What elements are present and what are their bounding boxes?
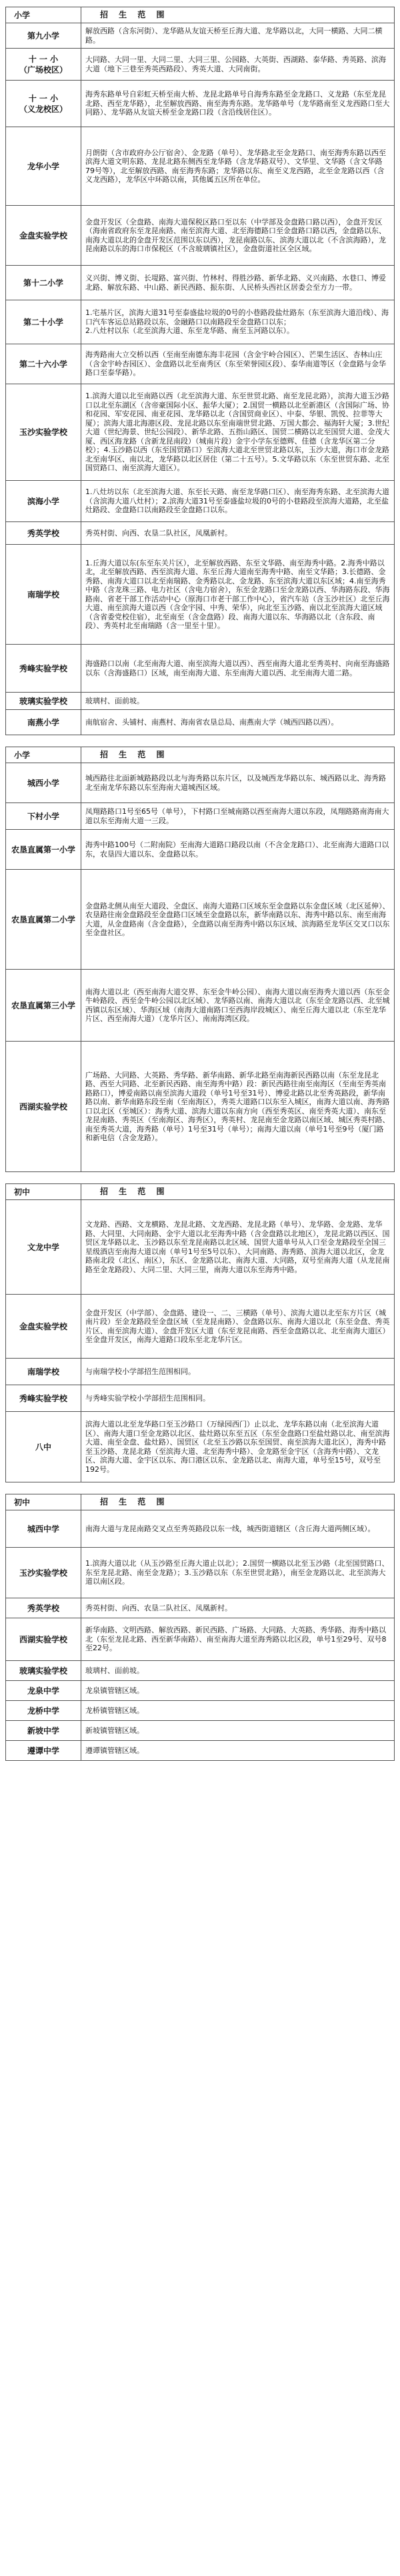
table-row bbox=[6, 127, 395, 206]
table-body bbox=[6, 7, 395, 1761]
table-row bbox=[6, 23, 395, 49]
section2-header-row bbox=[6, 747, 395, 763]
enrollment-range: 金盘路北侧从南至大道段、全盘区、南海大道路口区域东至金盘路以东金盘区域（北区延伸）、农垦路往南金盘路段至金盘路口区域至金盘路以东，新华南路以东、海秀中路以东、南至南海大道，从金盘路南（含金盘路），全盘路以南至海秀中路以东区域、滨海路至龙华区交叉口以东至金盘社区。 bbox=[81, 870, 395, 970]
table-row bbox=[6, 1701, 395, 1721]
school-name: 龙桥中学 bbox=[6, 1701, 81, 1721]
table-row bbox=[6, 1385, 395, 1412]
table-row bbox=[6, 49, 395, 81]
school-name: 南瑞学校 bbox=[6, 545, 81, 645]
table-row bbox=[6, 763, 395, 803]
enrollment-range: 1.滨海大道以北至南路以西（北至滨海大道、东至世贸北路、南至龙昆北路），滨海大道玉沙路口以北至东湖区（含帝豪国际小区、振华大厦）；2.国贸一横路以北至新港区（含国际广场、协和花园、军安花园、南亚花园、龙华路以北（含国贸商业区）、中泰、华银、凯悦、拉菲等大厦）；滨海大道北海港区段、龙昆北路以东至南端世贸北路、万国大都会、福海轩大厦；3.世纪大道（世纪海景、世纪公园段）、新华北路、五指山路区、国贸二横路以北至国贸大道、金茂大厦、西区海龙路（含新龙昆南段）（城南片段）金宇小学东至德辉、佳德（含龙华区第二分校）；4.玉沙路以西（东至国贸路口）至滨海大道北至世贸北路以东，玉沙大道，海口市金龙路北至南华区、南以北，龙华路以北区居住（第二十五号）。5.文华路以东（东至世贸东路、北至国贸路口、南至滨海大道区）。 bbox=[81, 384, 395, 481]
enrollment-range: 文龙路、西路、文龙横路、龙昆北路、文龙西路、龙昆北路（单号）、龙华路、金龙路、龙华路、大同里、大同南路、金宇大道以北至海秀中路（含金盘路以北地区），龙昆北路以西区、国贸区龙华路以北、玉沙路以东至龙昆南路以北区域、国贸大道单号从入口至金龙路段至全国三星级酒店至南海大道以南（单号1号至5号以东）、大同南路、海秀路、滨海大道以北区，金龙路南北段（北区、南区），东区、金龙路以北、南海大道、大同路，双号至南海大道（从龙昆南路至金龙路段）、大同二里、大同三里，南海大道以东至海秀中路。 bbox=[81, 1200, 395, 1295]
header-range: 招 生 范 围 bbox=[81, 1494, 395, 1510]
header-school: 初中 bbox=[6, 1184, 81, 1200]
school-name: 城西中学 bbox=[6, 1510, 81, 1548]
enrollment-range: 玻璃村、面前坡。 bbox=[81, 1661, 395, 1681]
enrollment-range: 凤翔路路口1号至65号（单号），下村路口至城南路以西至南海大道以东段，凤翔路路南海南大道以东至海南大道一三段。 bbox=[81, 803, 395, 830]
school-name: 秀英学校 bbox=[6, 1598, 81, 1618]
enrollment-range: 1.宅基片区，滨海大道31号至泰盛盐垃圾的0号的小巷路段盐灶路东（东至滨海大道沿线）、海口汽车客运总站路段以东、金融路口以南路段至金盘路口以东； 2.八灶村以东（北至滨海大道、东至龙华路、南至玉河路以东）。 bbox=[81, 300, 395, 344]
table-row bbox=[6, 710, 395, 735]
enrollment-range: 海秀中路100号（二附南院）至南海大道路口路段以南（不含金龙路口）、北至南海大道路口以东，农垦四大道以东、金盘路以东。 bbox=[81, 830, 395, 870]
table-row bbox=[6, 1042, 395, 1172]
school-name: 西湖实验学校 bbox=[6, 1042, 81, 1172]
enrollment-range: 遵谭镇管辖区域。 bbox=[81, 1741, 395, 1761]
school-name: 文龙中学 bbox=[6, 1200, 81, 1295]
table-row bbox=[6, 970, 395, 1042]
enrollment-range: 义兴街、博义街、长堤路、富兴街、竹林村、得胜沙路、新华北路、义兴南路、水巷口、博爱北路、解放东路、中山路、新民西路、振东街、人民桥头西社区居委会至方力一带。 bbox=[81, 266, 395, 300]
school-name: 玉沙实验学校 bbox=[6, 384, 81, 481]
enrollment-range: 月朗街（含市政府办公厅宿舍）、金龙路（单号）、龙华路北至金龙路口、南至海秀东路以西至滨海大道文明东路、龙昆北路东侧西至龙华路（含龙华路双号）、文华里、文华路（含文华路79号等），北至解放西路、南至海秀东路；龙华路以东、南至义龙西路，北至金龙路以西（含义龙西路），龙华区中环路以南，其他属五区所在单位。 bbox=[81, 127, 395, 206]
section-gap bbox=[6, 1482, 395, 1494]
enrollment-range: 大同路、大同一里、大同二里、大同三里、公园路、大英街、西湖路、泰华路、秀英路、滨海大道（地下三巷至秀英西路段）、秀英大道、大同南街。 bbox=[81, 49, 395, 81]
enrollment-range: 1.滨海大道以北（从玉沙路至丘海大道止以北）；2.国贸一横路以北至玉沙路（北至国贸路口、东至龙昆北路、南至金龙路）；3.玉沙路以东（东至世贸北路），南至金龙路以北、北至滨海大道以南区段。 bbox=[81, 1548, 395, 1598]
school-name: 八中 bbox=[6, 1412, 81, 1482]
school-name: 第二十小学 bbox=[6, 300, 81, 344]
enrollment-range: 玻璃村、面前坡。 bbox=[81, 693, 395, 710]
section4-header-row bbox=[6, 1494, 395, 1510]
school-name: 金盘实验学校 bbox=[6, 1295, 81, 1359]
school-name: 南燕小学 bbox=[6, 710, 81, 735]
enrollment-range: 南航宿舍、头铺村、南燕村、海南省农垦总局、南燕南大学（城西四路以西）。 bbox=[81, 710, 395, 735]
school-name: 十 一 小 （广场校区） bbox=[6, 49, 81, 81]
school-name: 第九小学 bbox=[6, 23, 81, 49]
table-row bbox=[6, 1510, 395, 1548]
table-row bbox=[6, 1681, 395, 1701]
school-name: 第二十六小学 bbox=[6, 344, 81, 384]
school-name: 秀英学校 bbox=[6, 522, 81, 545]
enrollment-range: 新华南路、文明西路、解放西路、新民西路、广场路、大同路、大英路、秀华路、海秀中路以北（东至龙昆北路、西至新华南路）、南至南海大道至海秀路以北区段，单号1至29号、双号8至22号。 bbox=[81, 1618, 395, 1661]
table-row bbox=[6, 1295, 395, 1359]
table-row bbox=[6, 522, 395, 545]
enrollment-range: 龙泉镇管辖区域。 bbox=[81, 1681, 395, 1701]
school-name: 龙华小学 bbox=[6, 127, 81, 206]
enrollment-range: 龙桥镇管辖区域。 bbox=[81, 1701, 395, 1721]
school-name: 第十二小学 bbox=[6, 266, 81, 300]
school-name: 金盘实验学校 bbox=[6, 206, 81, 266]
header-school: 初中 bbox=[6, 1494, 81, 1510]
school-name: 秀峰实验学校 bbox=[6, 645, 81, 693]
table-row bbox=[6, 1412, 395, 1482]
table-row bbox=[6, 870, 395, 970]
enrollment-range: 秀英村街、向西、农垦二队社区、凤凰新村。 bbox=[81, 1598, 395, 1618]
gap-cell bbox=[6, 1172, 395, 1184]
header-range: 招 生 范 围 bbox=[81, 1184, 395, 1200]
enrollment-range: 广场路、大同路、大英路、秀华路、新华南路、新华北路至南海新民西路以南（东至龙昆北路、西至大同路、北至新民西路、南至海秀中路）段：新民西路往南至南海区（至南至秀英南路路口），博爱南路以南至滨海大道段（单号1号至31号）、博爱北路以北至秀英路段，新华南路以南、新华南路东段至南（至南海区），秀英大道路口以东至入城区，南海大道以南、海秀路口以北区（至城区）：海秀大道、滨海大道以东南方向（西至秀英区、南至秀英大道）、南东至龙昆南路、秀英区（至南海区、海秀区），秀英村、龙昆南至金龙路以南区域、城区秀英村路、南至秀英大道，海秀路（单号）1号至31号（单号）；南海大道以南（单号1号至9号（厦门路和新电信（含金龙路）。 bbox=[81, 1042, 395, 1172]
school-name: 农垦直属第一小学 bbox=[6, 830, 81, 870]
enrollment-range: 金盘开发区（中学部）、金盘路、建设一、二、三横路（单号）、滨海大道以北至东方片区（城南片段）至金龙路段至金盘区域（至龙昆南路）、金盘路以东、南海大道以北（东至金盘、秀英片区、南至滨海大道）、金盘开发区大道（东至龙昆南路、西至金盘路以北、北至南海大道区）至金盘开发区，南海大道路口段东至北龙华片区。 bbox=[81, 1295, 395, 1359]
school-name: 玻璃实验学校 bbox=[6, 1661, 81, 1681]
school-name: 农垦直属第二小学 bbox=[6, 870, 81, 970]
section-gap bbox=[6, 735, 395, 747]
header-range: 招 生 范 围 bbox=[81, 7, 395, 23]
school-name: 秀峰实验学校 bbox=[6, 1385, 81, 1412]
header-range: 招 生 范 围 bbox=[81, 747, 395, 763]
enrollment-range: 1.八灶坊以东（北至滨海大道、东至长天路、南至龙华路口区）、南至海秀东路、北至滨海大道（含滨海大道八灶村）；2.滨海大道31号至泰盛盐垃圾的0号的小巷路段至滨海大道路，北至盐灶路段、金盘路口以南路段至金盘路口以东。 bbox=[81, 481, 395, 522]
table-row bbox=[6, 206, 395, 266]
enrollment-table bbox=[5, 7, 395, 1761]
table-row bbox=[6, 693, 395, 710]
school-name: 西湖实验学校 bbox=[6, 1618, 81, 1661]
table-row bbox=[6, 266, 395, 300]
enrollment-range: 金盘开发区（全盘路、南海大道保税区路口至以东（中学部及金盘路口路以西），金盘开发区（海南省政府东至龙昆南路、南至滨海大道、北至海德路口至金盘路口路以西，金盘路以东、南海大道以北的金盘开发区范围以东以西），龙昆南路以东、滨海大道以北（不含滨海路），龙昆南路以东的海口市保税区（不含玻璃镇社区），金盘街道社区全区域。 bbox=[81, 206, 395, 266]
enrollment-range: 滨海大道以北至龙华路口至玉沙路口（万绿园西门）止以北、龙华东路以南（北至滨海大道区）、南海大道口至金龙路以北区、盐灶路以东至五区（东至金盘路口至盐灶路以北、南至滨海大道、南至金盘、盐灶路）、国贸区（北至玉沙路以东至国贸、南至滨海大道北区），海秀中路至玉沙路、龙昆北路（至滨海大道、北至海秀中路）、金龙路至金宇区（含海秀中路）、文龙区、滨海大道、金宇区以东、海口港区以东、金龙路以北、南海大道，单号至15号，双号至192号。 bbox=[81, 1412, 395, 1482]
school-name: 农垦直属第三小学 bbox=[6, 970, 81, 1042]
table-row bbox=[6, 384, 395, 481]
enrollment-range: 城西路往北面新城路路段以北与海秀路以东片区，以及城西龙华路以东、城西路以北、海秀路北至南龙华东路以东至海南大道城西区域。 bbox=[81, 763, 395, 803]
table-row bbox=[6, 545, 395, 645]
table-row bbox=[6, 830, 395, 870]
table-row bbox=[6, 1598, 395, 1618]
header-school: 小学 bbox=[6, 747, 81, 763]
gap-cell bbox=[6, 1482, 395, 1494]
header-school: 小学 bbox=[6, 7, 81, 23]
table-row bbox=[6, 81, 395, 127]
section1-header-row bbox=[6, 7, 395, 23]
enrollment-range: 海秀路南大立交桥以西（至南至南德东海丰花园（含金宇岭合园区）、芒果生活区、杏林山庄（含金宇岭杏园区）、金盘路以北至南秀区（东至荣誉园区段）、泰华南道等区（金盘路与金华路口至泰华路）。 bbox=[81, 344, 395, 384]
enrollment-sheet bbox=[5, 7, 395, 1761]
school-name: 新坡中学 bbox=[6, 1721, 81, 1741]
enrollment-range: 新坡镇管辖区域。 bbox=[81, 1721, 395, 1741]
enrollment-range: 1.丘海大道以东(东至东关片区），北至解放西路、东至文华路、南至海秀中路。2.海秀中路以北，北至解放西路、西至滨海大道、东至丘海大道南至海秀中路、南至文华路；3.长德路、金秀路、南海大道口以北至南瑞路、金秀路以北、金龙路、东至滨海大道以东区域；4.南至海秀中路（含龙珠三路、电力社区（含电力宿舍），东至金龙路口至金龙路以西、华海路东段、华海路南、省老干部工作活动中心（原海口市老干部工作中心），省汽车站（含玉沙社区）北至丘海大道、南至滨海大道以西（含金宇园、中秀、荣华），向北至玉沙路、南以北至滨海大道区域（含省委党校住宿），北至南至（含金盘路）段、南海大道以东、华海路以北（含东段、南段）、秀英村北至南瑞路（含一里至十里）。 bbox=[81, 545, 395, 645]
school-name: 城西小学 bbox=[6, 763, 81, 803]
table-row bbox=[6, 1661, 395, 1681]
school-name: 滨海小学 bbox=[6, 481, 81, 522]
table-row bbox=[6, 1741, 395, 1761]
enrollment-range: 解放西路（含东河街）、龙华路从友谊天桥至丘海大道、龙华路以北，大同一横路、大同二横路。 bbox=[81, 23, 395, 49]
table-row bbox=[6, 481, 395, 522]
enrollment-range: 秀英村街、向西、农垦二队社区，凤凰新村。 bbox=[81, 522, 395, 545]
school-name: 南瑞学校 bbox=[6, 1359, 81, 1385]
gap-cell bbox=[6, 735, 395, 747]
table-row bbox=[6, 344, 395, 384]
section-gap bbox=[6, 1172, 395, 1184]
school-name: 玻璃实验学校 bbox=[6, 693, 81, 710]
enrollment-range: 与秀峰实验学校小学部招生范围相同。 bbox=[81, 1385, 395, 1412]
table-row bbox=[6, 300, 395, 344]
table-row bbox=[6, 1618, 395, 1661]
school-name: 十 一 小 （义龙校区） bbox=[6, 81, 81, 127]
table-row bbox=[6, 1548, 395, 1598]
section3-header-row bbox=[6, 1184, 395, 1200]
table-row bbox=[6, 803, 395, 830]
enrollment-range: 海盛路口以南（北至南海大道、南至滨海大道以西）、西至南海大道北至秀英村、向南至海盛路以东（含海盛路口）区域，南至南海大道、东至南海大道以西、北至南海大道二路。 bbox=[81, 645, 395, 693]
enrollment-range: 与南瑞学校小学部招生范围相同。 bbox=[81, 1359, 395, 1385]
table-row bbox=[6, 1359, 395, 1385]
school-name: 玉沙实验学校 bbox=[6, 1548, 81, 1598]
enrollment-range: 海秀东路单号自彩虹天桥至南大桥、龙昆北路单号自海秀东路至金龙路口、义龙路（东至龙昆北路、西至龙华路），北至解放西路、南至海秀东路。龙华路单号（龙华路南至义龙西路口至大同路）、龙华路从友谊天桥至金龙路口段（含沿线居住区）。 bbox=[81, 81, 395, 127]
enrollment-range: 南海大道以北（西至南海大道交界、东至金牛岭公园）、南海大道以南至海秀大道以西（东至金牛岭路段、西至金牛岭公园以北区域）、龙华路以南、南海大道以北（东至金龙路以西、北至城西镇以东区域）、华海区域（南海大道南路口至西海岸段城区）、南至丘海大道以北（东至龙华片区、西至南海大道）（龙华片区）、南南海湾区段。 bbox=[81, 970, 395, 1042]
table-row bbox=[6, 645, 395, 693]
enrollment-range: 南海大道与龙昆南路交叉点至秀英路段以东一线，城西街道辖区（含丘海大道两侧区域）。 bbox=[81, 1510, 395, 1548]
school-name: 下村小学 bbox=[6, 803, 81, 830]
school-name: 龙泉中学 bbox=[6, 1681, 81, 1701]
table-row bbox=[6, 1721, 395, 1741]
school-name: 遵谭中学 bbox=[6, 1741, 81, 1761]
table-row bbox=[6, 1200, 395, 1295]
